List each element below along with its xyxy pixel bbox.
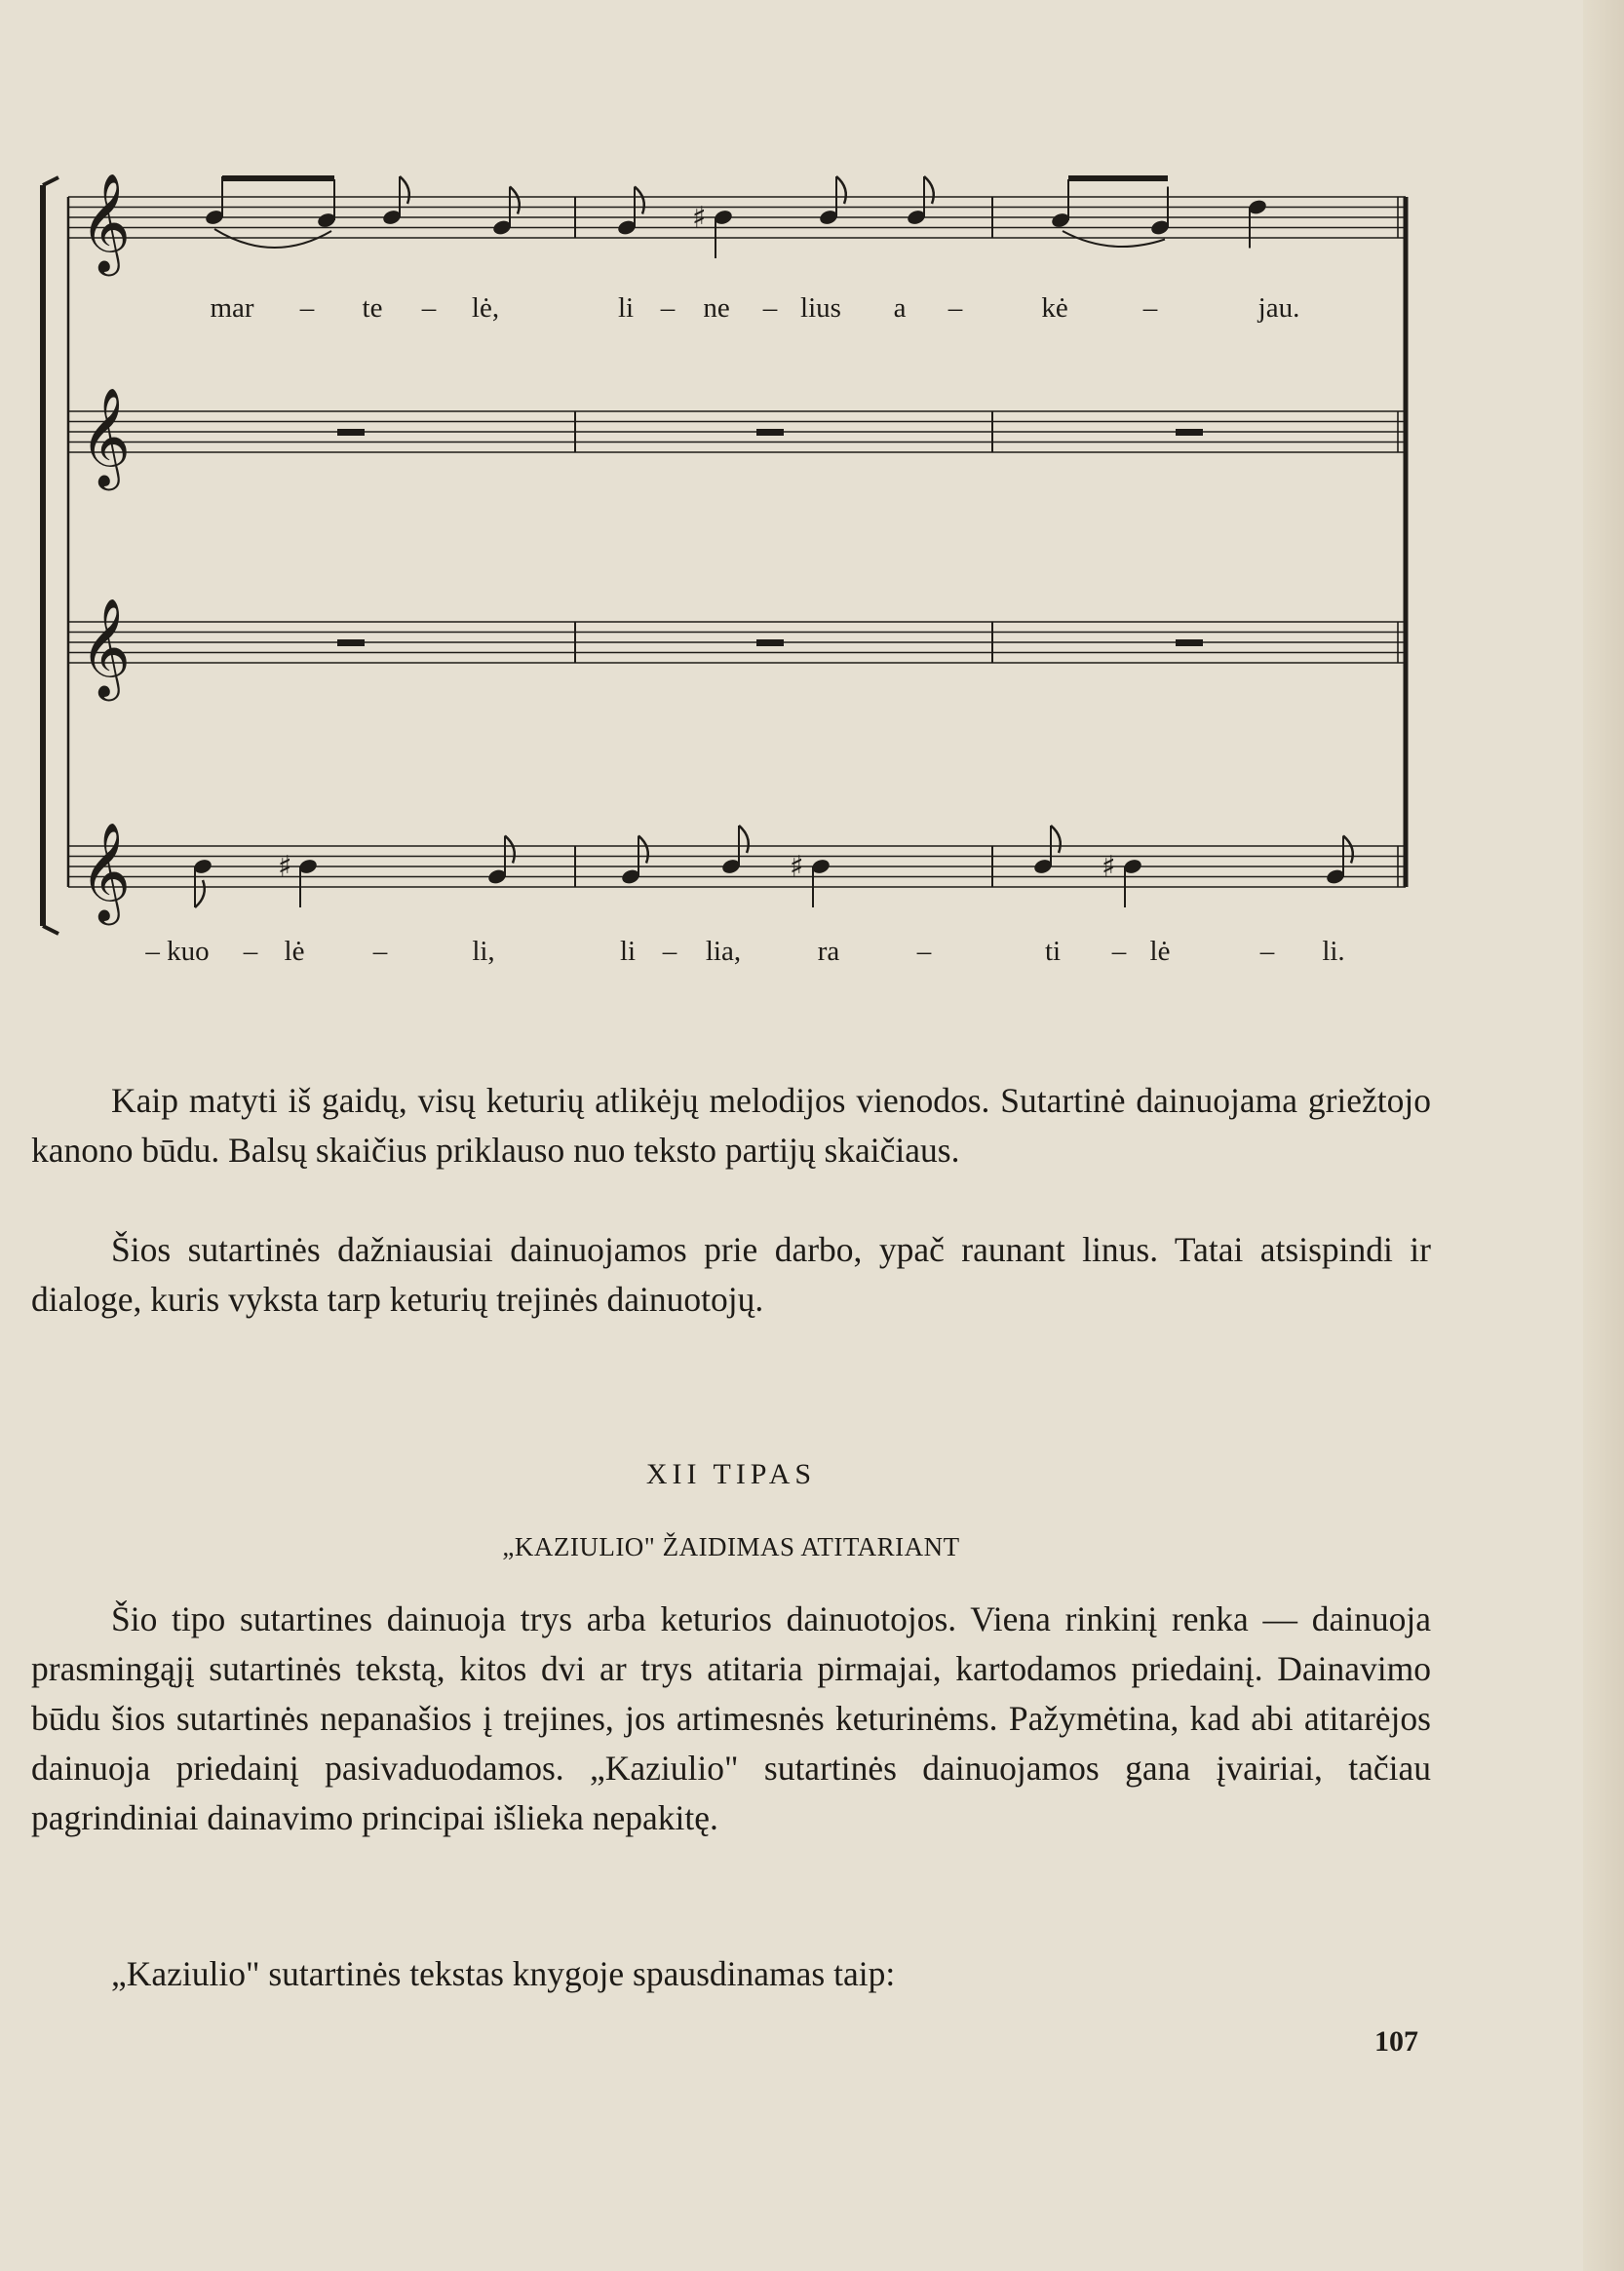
- lyric-syllable: –: [660, 292, 676, 324]
- note-flag: [510, 187, 520, 214]
- treble-clef-icon: 𝄞: [80, 597, 132, 697]
- sharp-icon: ♯: [692, 201, 707, 235]
- note-flag: [400, 176, 409, 204]
- note-flag: [836, 176, 846, 204]
- note-flag: [195, 880, 205, 907]
- lyric-syllable: li: [619, 936, 637, 967]
- whole-rest: [337, 429, 365, 436]
- lyric-syllable: ti: [1044, 936, 1062, 967]
- lyric-syllable: –: [916, 936, 932, 967]
- note-flag: [924, 176, 934, 204]
- note-flag: [635, 187, 644, 214]
- sharp-icon: ♯: [278, 850, 292, 884]
- paragraph-1: [31, 1076, 1431, 1175]
- beam: [1068, 175, 1168, 181]
- paragraph-4: [31, 1949, 1431, 1999]
- lyric-syllable: –: [947, 292, 963, 324]
- lyric-syllable: ne: [703, 292, 730, 324]
- lyric-syllable: –: [421, 292, 437, 324]
- paragraph-1-text: Kaip matyti iš gaidų, visų keturių atlikėjų melodijos vienodos. Sutartinė dainuojama griežtojo kanono būdu. Balsų skaičius priklauso nuo teksto partijų skaičiaus.: [31, 1081, 1431, 1170]
- treble-clef-icon: 𝄞: [80, 172, 132, 272]
- whole-rest: [756, 639, 784, 646]
- section-subheading: „KAZIULIO" ŽAIDIMAS ATITARIANT: [502, 1532, 960, 1561]
- lyric-syllable: –: [1111, 936, 1127, 967]
- note-flag: [505, 836, 515, 864]
- score-staves: [29, 156, 1433, 994]
- lyric-syllable: lia,: [705, 936, 742, 967]
- treble-clef-icon: 𝄞: [80, 386, 132, 486]
- lyric-syllable: –: [243, 936, 258, 967]
- note-flag: [638, 836, 648, 864]
- lyric-syllable: –: [372, 936, 388, 967]
- page-edge: [1583, 0, 1624, 2271]
- beam: [222, 175, 334, 181]
- note-flag: [1051, 826, 1061, 853]
- sharp-icon: ♯: [790, 850, 804, 884]
- lyric-syllable: li.: [1322, 936, 1345, 967]
- section-heading: XII TIPAS: [645, 1458, 817, 1490]
- lyric-syllable: lius: [800, 292, 841, 324]
- paragraph-2: [31, 1225, 1431, 1325]
- lyric-syllable: mar: [210, 292, 254, 324]
- lyric-syllable: –: [299, 292, 315, 324]
- bracket-bottom-hook: [43, 926, 58, 934]
- whole-rest: [1176, 429, 1203, 436]
- paragraph-4-text: „Kaziulio" sutartinės tekstas knygoje spausdinamas taip:: [111, 1954, 896, 1993]
- page-number: 107: [1374, 2025, 1418, 2058]
- whole-rest: [1176, 639, 1203, 646]
- note-flag: [1343, 836, 1353, 864]
- lyric-syllable: kė: [1041, 292, 1068, 324]
- whole-rest: [337, 639, 365, 646]
- music-score: [29, 156, 1433, 994]
- slur: [1063, 231, 1165, 247]
- paragraph-3-text: Šio tipo sutartines dainuoja trys arba keturios dainuotojos. Viena rinkinį renka — dainuoja prasmingąjį sutartinės tekstą, kitos dvi ar trys atitaria pirmajai, kartodamos priedainį. Dainavimo būdu šios sutartinės nepanašios į trejines, jos artimesnės keturinėms. Pažymėtina, kad abi atitarėjos dainuoja priedainį pasivaduodamos. „Kaziulio" sutartinės dainuojamos gana įvairiai, tačiau pagrindiniai dainavimo principai išlieka nepakitę.: [31, 1599, 1431, 1837]
- paragraph-2-text: Šios sutartinės dažniausiai dainuojamos prie darbo, ypač raunant linus. Tatai atsispindi ir dialoge, kuris vyksta tarp keturių trejinės dainuotojų.: [31, 1230, 1431, 1319]
- note-flag: [739, 826, 749, 853]
- lyric-syllable: –: [662, 936, 677, 967]
- lyric-syllable: li,: [472, 936, 495, 967]
- lyric-syllable: ra: [817, 936, 840, 967]
- lyric-syllable: –: [1142, 292, 1158, 324]
- lyric-syllable: lė: [1149, 936, 1171, 967]
- lyric-syllable: te: [362, 292, 383, 324]
- bracket-top-hook: [43, 177, 58, 185]
- lyric-syllable: lė,: [471, 292, 500, 324]
- lyric-syllable: a: [893, 292, 907, 324]
- treble-clef-icon: 𝄞: [80, 821, 132, 921]
- lyric-syllable: – kuo: [145, 936, 210, 967]
- lyric-syllable: –: [1259, 936, 1275, 967]
- whole-rest: [756, 429, 784, 436]
- lyric-syllable: jau.: [1257, 292, 1300, 324]
- lyric-syllable: li: [617, 292, 635, 324]
- sharp-icon: ♯: [1102, 850, 1116, 884]
- paragraph-3: [31, 1595, 1431, 1843]
- lyric-syllable: –: [762, 292, 778, 324]
- lyric-syllable: lė: [284, 936, 305, 967]
